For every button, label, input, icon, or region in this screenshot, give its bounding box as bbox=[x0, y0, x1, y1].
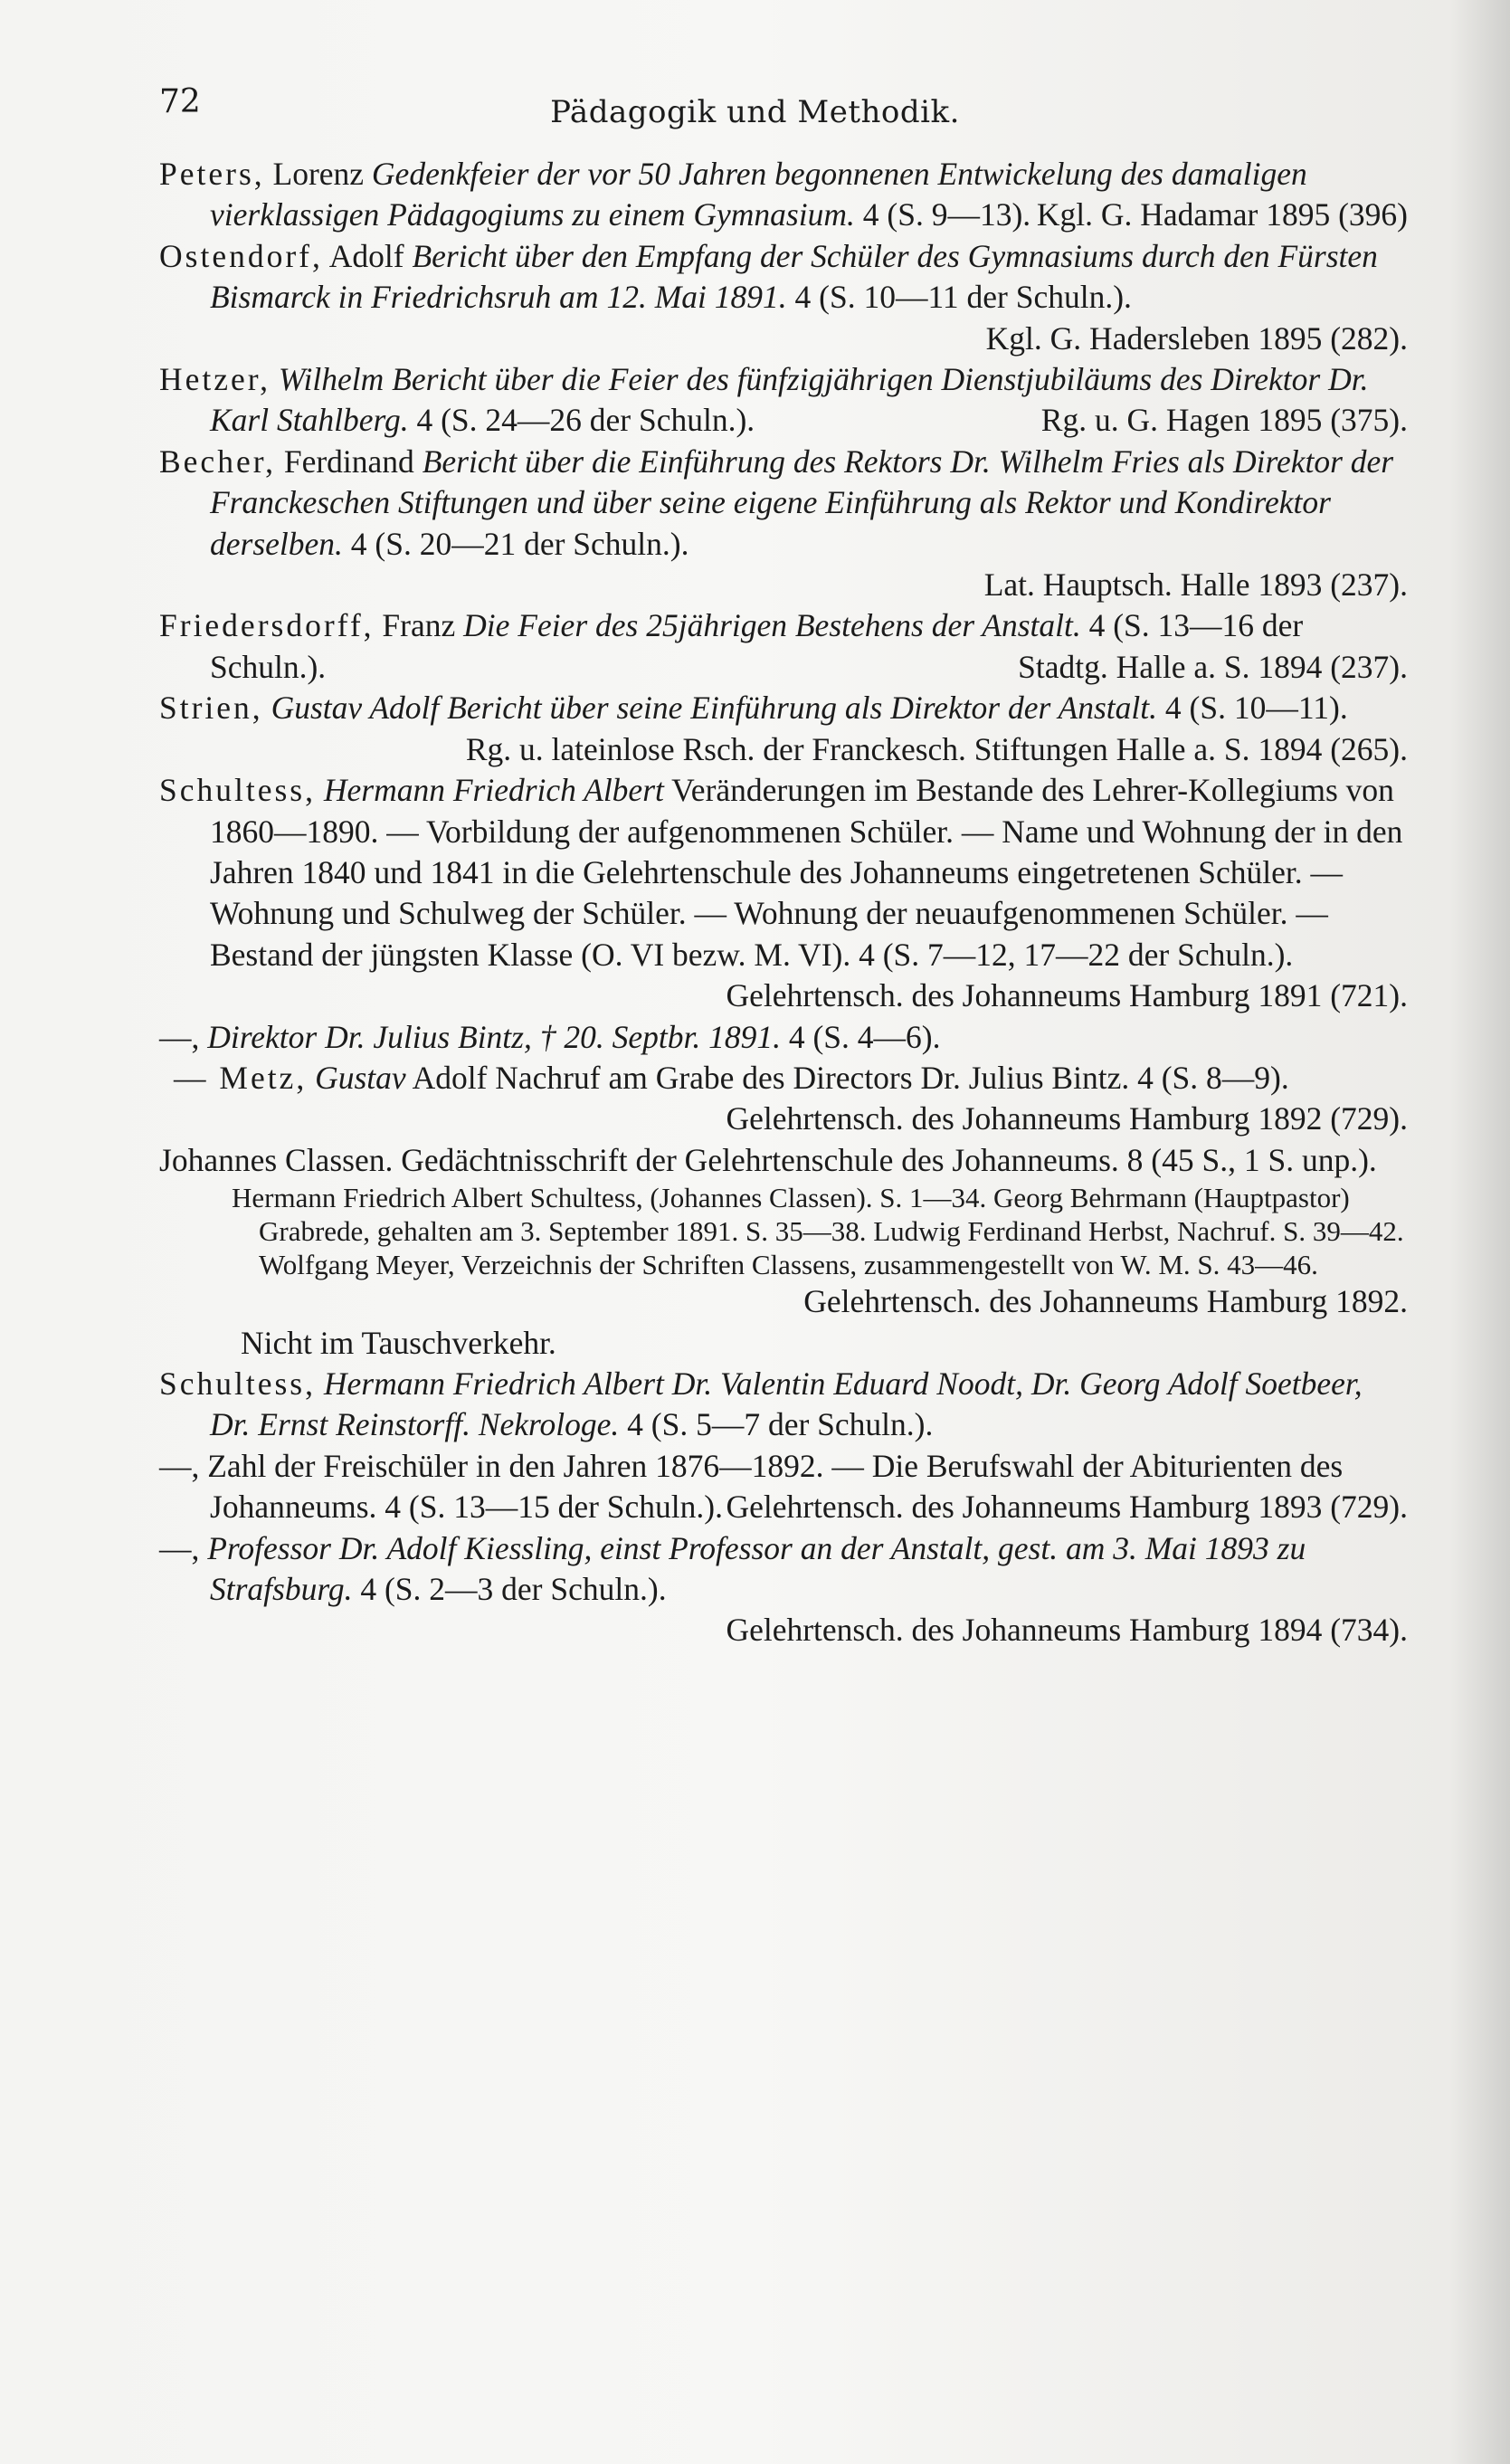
entry-becher: Becher, Ferdinand Bericht über die Einführung des Rektors Dr. Wilhelm Fries als Direktor der Franckeschen Stiftungen und über seine eigene Einführung als Rektor und Kondirektor derselben. 4 (S. 20—21 der Schuln.). Lat. Hauptsch. Halle 1893 (237). bbox=[159, 442, 1408, 604]
entry-contents: Hermann Friedrich Albert Schultess, (Johannes Classen). S. 1—34. Georg Behrmann (Hauptpastor) Grabrede, gehalten am 3. September 1891. S. 35—38. Ludwig Ferdinand Herbst, Nachruf. S. 39—42. Wolfgang Meyer, Verzeichnis der Schriften Classens, zusammengestellt von W. M. S. 43—46. bbox=[232, 1182, 1404, 1281]
running-title: Pädagogik und Methodik. bbox=[550, 94, 960, 130]
exchange-note: Nicht im Tauschverkehr. bbox=[241, 1324, 556, 1361]
entry-freischueler: —, Zahl der Freischüler in den Jahren 1876—1892. — Die Berufswahl der Abiturienten des Johanneums. 4 (S. 13—15 der Schuln.). Gelehrtensch. des Johanneums Hamburg 1893 (729). bbox=[159, 1447, 1408, 1526]
entry-schultess-nekrologe: Schultess, Hermann Friedrich Albert Dr. Valentin Eduard Noodt, Dr. Georg Adolf Soetbeer, Dr. Ernst Reinstorff. Nekrologe. 4 (S. 5—7 der Schuln.). bbox=[159, 1365, 1363, 1443]
bibliography-list bbox=[159, 154, 1408, 1651]
entry-metz: — Metz, Gustav Adolf Nachruf am Grabe des Directors Dr. Julius Bintz. 4 (S. 8—9). Gelehrtensch. des Johanneums Hamburg 1892 (729). bbox=[174, 1059, 1408, 1137]
entry-peters: Peters, Lorenz Gedenkfeier der vor 50 Jahren begonnenen Entwickelung des damaligen vierklassigen Pädagogiums zu einem Gymnasium. 4 (S. 9—13). Kgl. G. Hadamar 1895 (396) bbox=[159, 156, 1408, 233]
entry-kiessling: —, Professor Dr. Adolf Kiessling, einst Professor an der Anstalt, gest. am 3. Mai 1893 zu Strafsburg. 4 (S. 2—3 der Schuln.). Gelehrtensch. des Johanneums Hamburg 1894 (734). bbox=[159, 1529, 1408, 1649]
entry-friedersdorff: Friedersdorff, Franz Die Feier des 25jährigen Bestehens der Anstalt. 4 (S. 13—16 der Schuln.). Stadtg. Halle a. S. 1894 (237). bbox=[159, 607, 1408, 685]
entry-classen: Johannes Classen. Gedächtnisschrift der Gelehrtenschule des Johanneums. 8 (45 S., 1 S. unp.). bbox=[159, 1141, 1377, 1178]
entry-contents-source: Gelehrtensch. des Johanneums Hamburg 1892. bbox=[803, 1283, 1408, 1320]
entry-schultess-1891: Schultess, Hermann Friedrich Albert Veränderungen im Bestande des Lehrer-Kollegiums von 1860—1890. — Vorbildung der aufgenommenen Schüler. — Name und Wohnung der in den Jahren 1840 und 1841 in die Gelehrtenschule des Johanneums eingetretenen Schüler. — Wohnung und Schulweg der Schüler. — Wohnung der neuaufgenommenen Schüler. — Bestand der jüngsten Klasse (O. VI bezw. M. VI). 4 (S. 7—12, 17—22 der Schuln.). Gelehrtensch. des Johanneums Hamburg 1891 (721). bbox=[159, 772, 1408, 1014]
entry-hetzer: Hetzer, Wilhelm Bericht über die Feier des fünfzigjährigen Dienstjubiläums des Direktor Dr. Karl Stahlberg. 4 (S. 24—26 der Schuln.). Rg. u. G. Hagen 1895 (375). bbox=[159, 361, 1408, 439]
page-number: 72 bbox=[159, 83, 201, 120]
entry-strien: Strien, Gustav Adolf Bericht über seine Einführung als Direktor der Anstalt. 4 (S. 10—11). Rg. u. lateinlose Rsch. der Franckesch. Stiftungen Halle a. S. 1894 (265). bbox=[159, 690, 1408, 767]
entry-bintz: —, Direktor Dr. Julius Bintz, † 20. Septbr. 1891. 4 (S. 4—6). bbox=[159, 1018, 941, 1055]
entry-ostendorf: Ostendorf, Adolf Bericht über den Empfang der Schüler des Gymnasiums durch den Fürsten Bismarck in Friedrichsruh am 12. Mai 1891. 4 (S. 10—11 der Schuln.). Kgl. G. Hadersleben 1895 (282). bbox=[159, 237, 1408, 357]
